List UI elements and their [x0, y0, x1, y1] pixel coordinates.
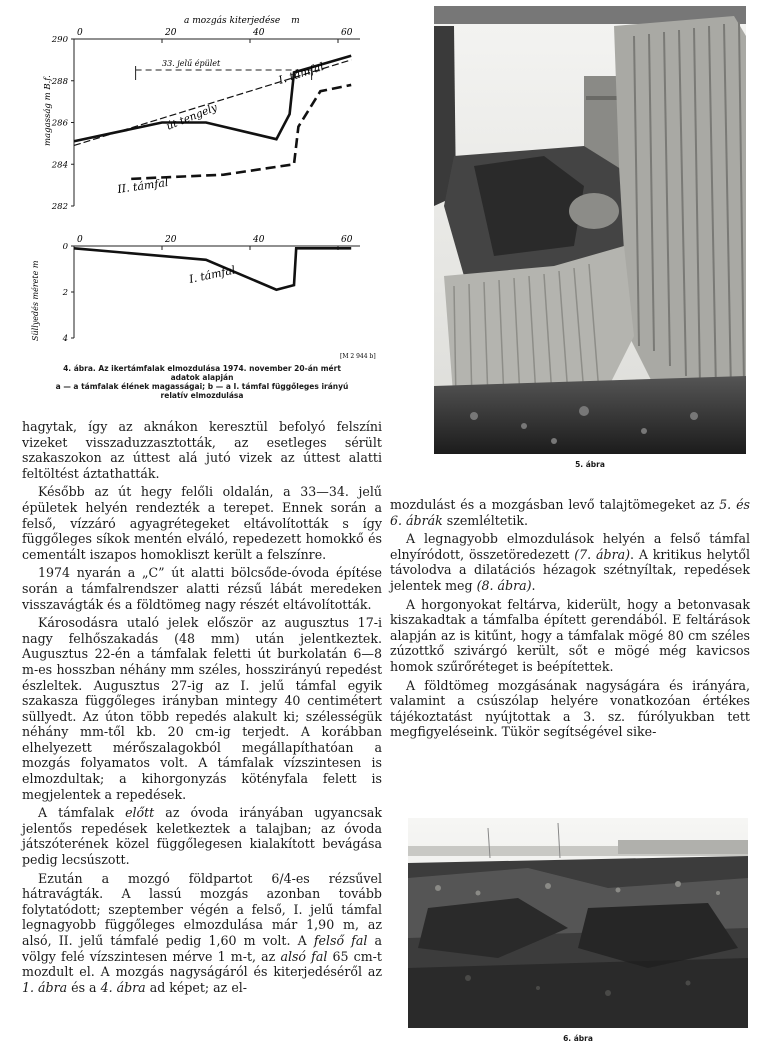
figure-4-svg: [22, 6, 382, 366]
text-run: Ezután a mozgó földpartot 6/4-es rézsűvel hátravágták. A lassú mozgás azonban tovább folytatódott; szeptember végén a felső, I. jelű támfal legnagyobb függőleges elmozdulása már 1,90 m, az alsó, II. jelű támfalé pedig 1,60 m volt. A: [22, 870, 382, 948]
paragraph: Később az út hegy felőli oldalán, a 33—34. jelű épületek helyén rendezték a terepet. Ennek során a felső, vízzáró agyagrétegeket eltávolították s így függőleges síkok mentén elváló, repedezett homokkő és cementált iszapos homokliszt került a felszínre.: [22, 484, 382, 562]
left-text-column: [22, 419, 382, 998]
upper-chart: [51, 28, 360, 212]
text-run: szemléltetik.: [442, 512, 528, 528]
paragraph: A földtömeg mozgásának nagyságára és irányára, valamint a csúszólap helyére vonatkozóan értékes tájékoztatást nyújtottak a 3. sz. fúrólyukban tett megfigyeléseink. Tükör segítségével sike-: [390, 677, 750, 740]
emphasis: alsó fal: [280, 948, 328, 964]
paragraph: [22, 805, 382, 867]
emphasis: előtt: [125, 805, 155, 821]
text-run: a völgy felé vízszintesen mérve 1 m-t, az: [22, 933, 382, 964]
emphasis: 5. és 6. ábrák: [390, 497, 750, 528]
text-run: A legnagyobb elmozdulások helyén a felső támfal elnyíródott, összetöredezett: [390, 531, 750, 562]
upper-x-tick-label: 20: [165, 28, 177, 38]
upper-x-tick-label: 0: [77, 28, 83, 38]
text-run: 65 cm-t mozdult el. A mozgás nagyságáról és kiterjedéséről az: [22, 948, 382, 980]
right-text-column: [390, 497, 750, 743]
lower-x-tick-label: 60: [341, 235, 353, 245]
paragraph: [390, 531, 750, 593]
label-ut-tengely: út tengely: [164, 101, 219, 133]
lower-x-tick-label: 20: [165, 235, 177, 245]
text-run: . A kritikus helytől távolodva a dilatációs hézagok szétnyíltak, repedések jelentek meg: [390, 546, 750, 593]
text-run: .: [531, 577, 536, 593]
text-run: A támfalak: [38, 805, 126, 821]
upper-y-tick-label: 284: [51, 160, 68, 171]
upper-y-label: magasság m B.f.: [43, 75, 53, 146]
paragraph: A horgonyokat feltárva, kiderült, hogy a betonvasak kiszakadtak a támfalba épített gerendából. E feltárások alapján az is kitűnt, hogy a támfalak mögé 80 cm széles zúzottkő szivárgó került, sőt e mögé még kavicsos homok szűrőréteget is beépítettek.: [390, 596, 750, 674]
upper-y-tick-label: 290: [51, 35, 68, 45]
lower-y-tick-label: 0: [62, 242, 68, 252]
upper-x-tick-label: 60: [341, 28, 353, 38]
lower-y-tick-label: 2: [62, 288, 68, 298]
paragraph: 1974 nyarán a „C” út alatti bölcsőde-óvoda építése során a támfalrendszer alatti rézsű lábát meredeken visszavágták és a földtömeg nagy részét eltávolították.: [22, 565, 382, 612]
lower-x-tick-label: 40: [253, 235, 265, 245]
figure-4-caption: [22, 364, 382, 400]
lower-y-tick-label: 4: [62, 334, 68, 344]
span-label: 33. jelű épület: [162, 59, 221, 68]
emphasis: (7. ábra): [574, 546, 631, 562]
text-run: ad képet; az el-: [145, 979, 248, 995]
upper-x-tick-label: 40: [253, 28, 265, 38]
paragraph: Károsodásra utaló jelek először az augusztus 17-i nagy felhőszakadás (48 mm) után jelentkeztek. Augusztus 22-én a támfalak feletti út burkolatán 6—8 m-es hosszban néhány mm széles, hosszirányú repedést észleltek. Augusztus 27-ig az I. jelű támfal egyik szakasza függőleges irányban mintegy 40 centimétert süllyedt. Az úton több repedés alakult ki; szélességük néhány mm-től kb. 20 cm-ig terjedt. A korábban elhelyezett mérőszalagokból megállapíthatóan a mozgás folyamatos volt. A támfalak vízszintesen is elmozdultak; a kihorgonyzás kötényfala felett is megjelentek a repedések.: [22, 615, 382, 802]
upper-y-tick-label: 282: [51, 202, 68, 212]
emphasis: 4. ábra: [100, 979, 146, 995]
photo-6-image: [408, 818, 748, 1028]
paragraph: [22, 871, 382, 996]
lower-x-tick-label: 0: [77, 235, 83, 245]
paragraph: hagytak, így az aknákon keresztül befolyó felszíni vizeket visszaduzzasztották, az esetleges sérült szakaszokon az úttest alá jutó vizek az úttest alatti feltöltést áztathatták.: [22, 419, 382, 481]
emphasis: (8. ábra): [476, 577, 532, 593]
label-ii-tamfal: II. támfal: [116, 175, 170, 196]
text-run: az óvoda irányában ugyancsak jelentős repedések keletkeztek a talajban; az óvoda játszóterének közel függőlegesen kialakított bevágása pedig lecsúszott.: [22, 805, 382, 868]
figure-stamp: [M 2 944 b]: [340, 353, 376, 360]
photo-5-image: [434, 6, 746, 454]
label-i-tamfal-lower: I. támfal: [187, 263, 237, 286]
text-run: és a: [67, 979, 101, 995]
photo-6: [408, 818, 748, 1028]
text-run: mozdulást és a mozgásban levő talajtömegeket az: [390, 497, 720, 512]
photo-5: [434, 6, 746, 454]
photo-6-caption: 6. ábra: [563, 1034, 593, 1043]
photo-5-caption: 5. ábra: [575, 460, 605, 469]
upper-y-tick-label: 286: [51, 118, 68, 129]
lower-y-label: Süllyedés mérete m: [31, 260, 40, 341]
lower-chart: [62, 235, 360, 344]
caption-line-3: a — a támfalak élének magasságai; b — a I. támfal függőleges irányú: [55, 382, 349, 391]
upper-y-tick-label: 288: [51, 76, 68, 87]
caption-line-1: 4. ábra. Az ikertámfalak elmozdulása 1974. november 20-án mért: [63, 364, 341, 373]
paragraph: [390, 497, 750, 528]
top-axis-label: a mozgás kiterjedése m: [184, 16, 300, 26]
emphasis: 1. ábra: [22, 979, 68, 995]
caption-line-4: relatív elmozdulása: [160, 391, 244, 400]
caption-line-2: adatok alapján: [170, 373, 234, 382]
emphasis: felső fal: [313, 933, 368, 948]
label-i-tamfal-upper: I. támfal: [276, 59, 326, 87]
figure-4: [22, 6, 382, 404]
